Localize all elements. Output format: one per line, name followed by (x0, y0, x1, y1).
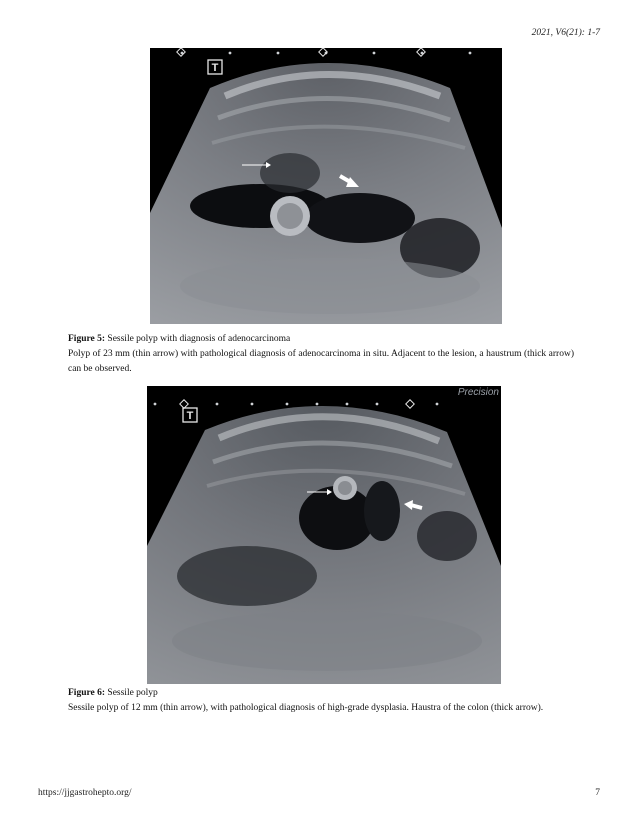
image-marker-label: T (211, 62, 219, 74)
figure-5-ultrasound-image (150, 48, 502, 324)
figure-5-title: Sessile polyp with diagnosis of adenocarcinoma (107, 334, 291, 344)
figure-6-title: Sessile polyp (107, 688, 158, 698)
figure-5-caption (68, 332, 574, 377)
figure-5-description: Polyp of 23 mm (thin arrow) with pathological diagnosis of adenocarcinoma in situ. Adjacent to the lesion, a haustrum (thick arrow) can be observed. (68, 349, 574, 374)
figure-6-caption (68, 686, 574, 716)
figure-6-ultrasound-image (147, 386, 501, 684)
figure-5-label: Figure 5: (68, 334, 106, 344)
footer-url-link[interactable]: https://jjgastrohepto.org/ (38, 788, 132, 798)
figure-6-label: Figure 6: (68, 688, 106, 698)
image-marker-label: T (186, 410, 194, 422)
page-number: 7 (595, 788, 600, 798)
running-head-citation: 2021, V6(21): 1-7 (531, 28, 600, 38)
figure-6-description: Sessile polyp of 12 mm (thin arrow), with pathological diagnosis of high-grade dysplasia. Haustra of the colon (thick arrow). (68, 703, 544, 713)
ultrasound-brand-label: Precision (457, 387, 499, 398)
